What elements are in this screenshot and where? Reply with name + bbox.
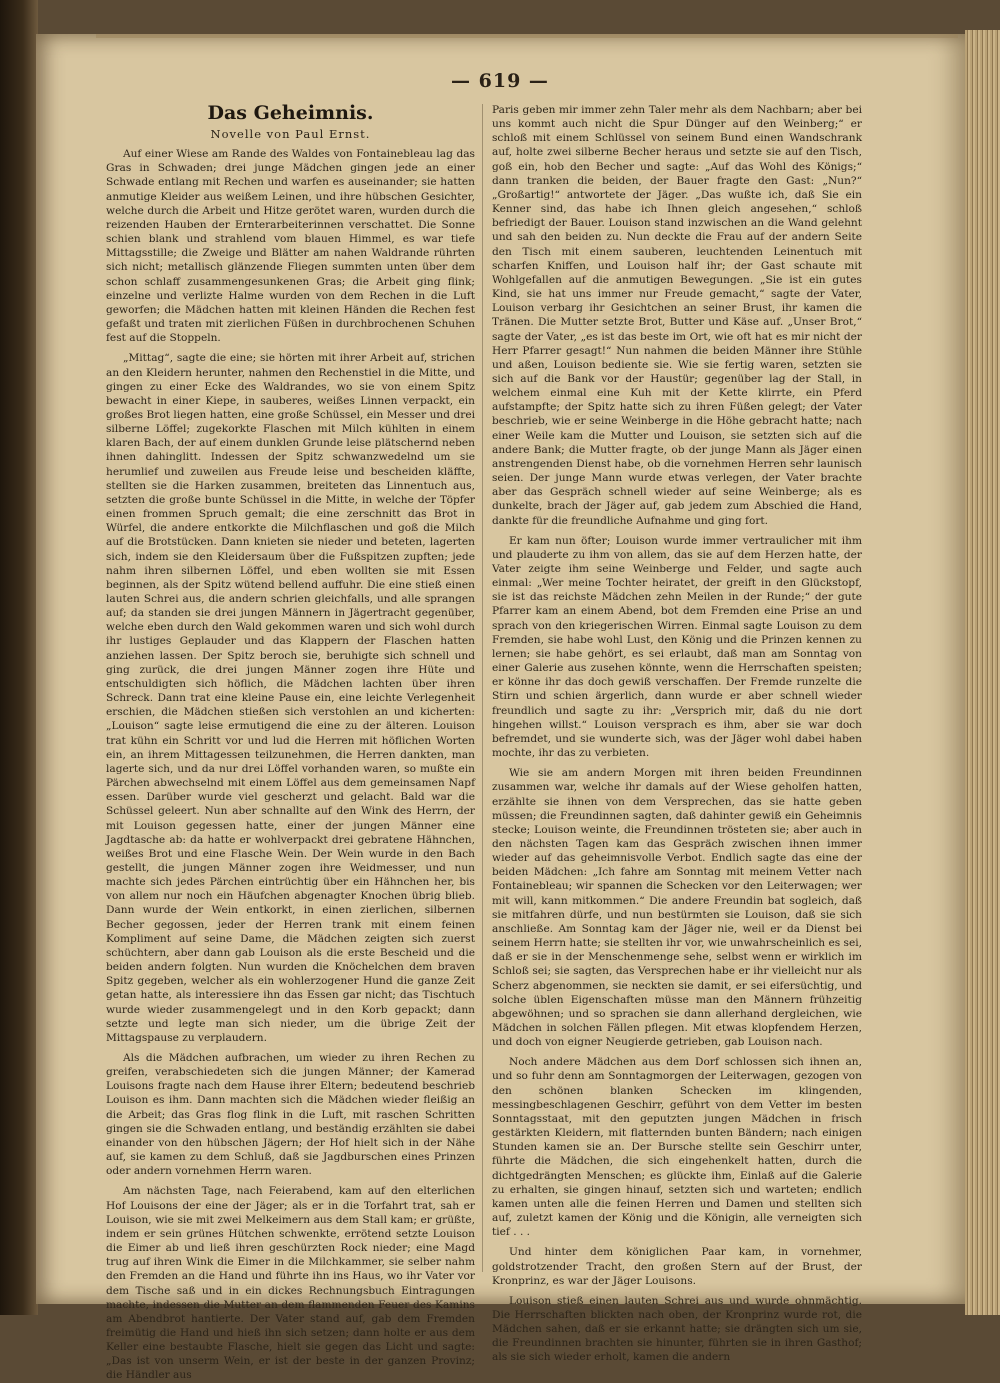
- top-rule: [96, 34, 958, 38]
- paragraph: Louison stieß einen lauten Schrei aus und wurde ohnmächtig. Die Herrschaften blickten nach oben, der Kronprinz wurde rot, die Mädchen sahen, daß er sie erkannt hatte; sie drängten sich um sie, die Freundinnen brachten sie hinunter, führten sie in ihren Gasthof; als sie sich wieder erholt, kamen die andern: [492, 1294, 862, 1364]
- paragraph: Als die Mädchen aufbrachen, um wieder zu ihren Rechen zu greifen, verabschiedeten sich die jungen Männer; der Kamerad Louisons fragte nach dem Hause ihrer Eltern; bedeutend beschrieb Louison es ihm. Dann machten sich die Mädchen wieder fleißig an die Arbeit; das Gras flog flink in die Luft, mit raschen Schritten gingen sie die Schwaden entlang, und beständig erzählten sie dabei einander von den hübschen Jägern; der Hof hielt sich in der Nähe auf, sie kamen zu dem Schluß, daß sie Jagdburschen eines Prinzen oder andern vornehmen Herrn waren.: [106, 1052, 475, 1178]
- paragraph: Noch andere Mädchen aus dem Dorf schlossen sich ihnen an, und so fuhr denn am Sonntagmorgen der Leiterwagen, gezogen von den schönen blanken Schecken im klingenden, messingbeschlagenen Geschirr, geführt von dem Vetter im besten Sonntagsstaat, mit den geputzten jungen Mädchen in frisch gestärkten Kleidern, mit flatternden bunten Bändern; nach einigen Stunden kamen sie an. Der Bursche stellte sein Geschirr unter, führte die Mädchen, die sich eingehenkelt hatten, durch die dichtgedrängten Menschen; es glückte ihm, Einlaß auf die Galerie zu erhalten, sie gingen hinauf, setzten sich und warteten; endlich kamen unten alle die feinen Herren und Damen und stellten sich auf, zuletzt kamen der König und die Königin, alle verneigten sich tief . . .: [492, 1056, 862, 1239]
- page-number: — 619 —: [451, 70, 549, 92]
- paragraph: Wie sie am andern Morgen mit ihren beiden Freundinnen zusammen war, welche ihr damals auf der Wiese geholfen hatten, erzählte sie ihnen von dem Versprechen, das sie hatte geben müssen; die Freundinnen sagten, daß dahinter gewiß ein Geheimnis stecke; Louison weinte, die Freundinnen trösteten sie; aber auch in den nächsten Tagen kam das Gespräch zwischen ihnen immer wieder auf das geheimnisvolle Verbot. Endlich sagte das eine der beiden Mädchen: „Ich fahre am Sonntag mit meinem Vetter nach Fontainebleau; wir spannen die Schecken vor den Leiterwagen; wer mit will, kann mitkommen.“ Die andere Freundin bat sogleich, daß sie mitfahren dürfe, und nun bestürmten sie Louison, daß sie sich anschließe. Am Sonntag kam der Jäger nie, weil er da Dienst bei seinem Herrn hatte; sie stellten ihr vor, wie unwahrscheinlich es sei, daß er sie in der Menschenmenge sehe, selbst wenn er wirklich im Schloß sei; sie sagten, das Versprechen habe er ihr vielleicht nur als Scherz abgenommen, sie neckten sie damit, er sei eifersüchtig, und solche üblen Eigenschaften müsse man den Männern frühzeitig abgewöhnen; und so sprachen sie dann allerhand dergleichen, wie Mädchen in solchen Fällen pflegen. Mit etwas klopfendem Herzen, und doch von eigner Neugierde getrieben, gab Louison nach.: [492, 767, 862, 1049]
- article-title: Das Geheimnis.: [207, 102, 374, 124]
- paragraph: Auf einer Wiese am Rande des Waldes von Fontainebleau lag das Gras in Schwaden; drei junge Mädchen gingen jede an einer Schwade entlang mit Rechen und warfen es auseinander; sie hatten anmutige Kleider aus weißem Leinen, und ihre hübschen Gesichter, welche durch die Arbeit und Hitze gerötet waren, wurden durch die reizenden Hauben der Ernterarbeiterinnen verschattet. Die Sonne schien blank und strahlend vom blauen Himmel, es war tiefe Mittagsstille; die Zweige und Blätter am nahen Waldrande rührten sich nicht; metallisch glänzende Fliegen summten unten über dem schon schlaff zusammengesunkenen Gras; die Arbeit ging flink; einzelne und verlizte Halme wurden von dem Rechen in die Luft geworfen; die Mädchen hatten mit kleinen Händen die Rechen fest gefaßt und traten mit zierlichen Füßen in durchbrochenen Schuhen fest auf die Stoppeln.: [106, 148, 475, 345]
- paragraph: Und hinter dem königlichen Paar kam, in vornehmer, goldstrotzender Tracht, den großen Stern auf der Brust, der Kronprinz, es war der Jäger Louisons.: [492, 1246, 862, 1287]
- right-column: [492, 103, 862, 1365]
- left-column: [106, 102, 475, 1383]
- paragraph: Am nächsten Tage, nach Feierabend, kam auf den elterlichen Hof Louisons der eine der Jäger; als er in die Torfahrt trat, sah er Louison, wie sie mit zwei Melkeimern aus dem Stall kam; er grüßte, indem er sein grünes Hütchen schwenkte, errötend setzte Louison die Eimer ab und ließ ihren geschürzten Rock nieder; eine Magd trug auf ihren Wink die Eimer in die Milchkammer, sie selber nahm den Fremden an die Hand und führte ihn ins Haus, wo ihr Vater vor dem Tische saß und in ein dickes Rechnungsbuch Eintragungen machte, indessen die Mutter an dem flammenden Feuer des Kamins am Abendbrot hantierte. Der Vater stand auf, gab dem Fremden freimütig die Hand und hieß ihn sich setzen; dann holte er aus dem Keller eine bestaubte Flasche, hielt sie gegen das Licht und sagte: „Das ist von unserm Wein, er ist der beste in der ganzen Provinz; die Händler aus: [106, 1185, 475, 1382]
- paragraph: Er kam nun öfter; Louison wurde immer vertraulicher mit ihm und plauderte zu ihm von allem, das sie auf dem Herzen hatte, der Vater zeigte ihm seine Weinberge und Felder, und sagte auch einmal: „Wer meine Tochter heiratet, der greift in den Glückstopf, sie ist das reichste Mädchen zehn Meilen in der Runde;“ der gute Pfarrer kam an einem Abend, bot dem Fremden eine Prise an und sprach von den kriegerischen Wirren. Einmal sagte Louison zu dem Fremden, sie habe wohl Lust, den König und die Prinzen kennen zu lernen; sie habe gehört, es sei erlaubt, daß man am Sonntag von einer Galerie aus zusehen könnte, wenn die Herrschaften speisten; er könne ihr das doch gewiß verschaffen. Der Fremde runzelte die Stirn und schien ärgerlich, dann wurde er aber schnell wieder freundlich und sagte zu ihr: „Versprich mir, daß du nie dort hingehen willst.“ Louison versprach es ihm, aber sie war doch befremdet, und sie wunderte sich, was der Jäger wohl dabei haben mochte, ihr das zu verbieten.: [492, 534, 862, 760]
- paragraph: Paris geben mir immer zehn Taler mehr als dem Nachbarn; aber bei uns kommt auch nicht die Spur Dünger auf den Weinberg;“ er schloß mit einem Schlüssel von seinem Bund einen Wandschrank auf, holte zwei silberne Becher heraus und setzte sie auf den Tisch, goß ein, hob den Becher und sagte: „Auf das Wohl des Königs;“ dann tranken die beiden, der Bauer fragte den Gast: „Nun?“ „Großartig!“ antwortete der Jäger. „Das wußte ich, daß Sie ein Kenner sind, das habe ich Ihnen gleich angesehen,“ schloß befriedigt der Bauer. Louison stand inzwischen an die Wand gelehnt und sah den beiden zu. Nun deckte die Frau auf der andern Seite den Tisch mit einem sauberen, leuchtenden Leinentuch mit scharfen Kniffen, und Louison half ihr; der Gast schaute mit Wohlgefallen auf die anmutigen Bewegungen. „Sie ist ein gutes Kind, sie hat uns immer nur Freude gemacht,“ sagte der Vater, Louison verbarg ihr Gesichtchen an seiner Brust, ihr kamen die Tränen. Die Mutter setzte Brot, Butter und Käse auf. „Unser Brot,“ sagte der Vater, „es ist das beste im Ort, wie oft hat es mir nicht der Herr Pfarrer gesagt!“ Nun nahmen die beiden Männer ihre Stühle und aßen, Louison bediente sie. Wie sie fertig waren, setzten sie sich auf die Bank vor der Haustür; gegenüber lag der Stall, in welchem einmal eine Kuh mit der Kette klirrte, ein Pferd aufstampfte; der Spitz hatte sich zu ihren Füßen gelegt; der Vater beschrieb, wie er seine Weinberge in die Höhe gebracht hatte; nach einer Weile kam die Mutter und Louison, sie setzten sich auf die andere Bank; die Mutter fragte, ob der junge Mann als Jäger einen anstrengenden Dienst habe, ob die vornehmen Herren sehr launisch seien. Der junge Mann wurde etwas verlegen, der Vater brachte aber das Gespräch schnell wieder auf seine Weinberge; als es dunkelte, brach der Jäger auf, gab jedem zum Abschied die Hand, dankte für die freundliche Aufnahme und ging fort.: [492, 104, 862, 527]
- column-divider: [482, 104, 483, 1272]
- article-subtitle: Novelle von Paul Ernst.: [210, 127, 371, 141]
- book-spine-shadow: [0, 0, 38, 1315]
- page-edges: [965, 30, 1000, 1315]
- paragraph: „Mittag“, sagte die eine; sie hörten mit ihrer Arbeit auf, strichen an den Kleidern herunter, nahmen den Rechenstiel in die Mitte, und gingen zu einer Ecke des Waldrandes, wo sie von einem Spitz bewacht in einer Kiepe, in sauberes, weißes Linnen verpackt, ein großes Brot liegen hatten, eine große Schüssel, ein Messer und drei silberne Löffel; zugekorkte Flaschen mit Milch kühlten in einem klaren Bach, der auf einem dunklen Grunde leise plätschernd neben ihnen dahinglitt. Indessen der Spitz schwanzwedelnd um sie herumlief und zuweilen aus Freude leise und bescheiden kläffte, stellten sie die Harken zusammen, breiteten das Linnentuch aus, setzten die große bunte Schüssel in die Mitte, in welche der Töpfer einen frommen Spruch gemalt; die eine zerschnitt das Brot in Würfel, die andere entkorkte die Milchflaschen und goß die Milch auf die Brotstücken. Dann knieten sie nieder und beteten, lagerten sich, indem sie den Kleidersaum über die Fußspitzen zupften; jede nahm ihren silbernen Löffel, und eben wollten sie mit Essen beginnen, als der Spitz wütend bellend auffuhr. Die eine stieß einen lauten Schrei aus, die andern schrien gleichfalls, und alle sprangen auf; da standen sie drei jungen Männern in Jägertracht gegenüber, welche eben durch den Wald gekommen waren und sich wohl durch ihr lustiges Geplauder und das Klappern der Flaschen hatten anziehen lassen. Der Spitz beroch sie, beruhigte sich schnell und ging zurück, die drei jungen Männer zogen ihre Hüte und entschuldigten sich höflich, die Mädchen lachten über ihren Schreck. Dann trat eine kleine Pause ein, eine leichte Verlegenheit erschien, die Mädchen stießen sich verstohlen an und kicherten: „Louison“ sagte leise ermutigend die eine zu der älteren. Louison trat kühn ein Schritt vor und lud die Herren mit höflichen Worten ein, an ihrem Mittagessen teilzunehmen, die Herren dankten, man lagerte sich, und da nur drei Löffel vorhanden waren, so mußte ein Pärchen abwechselnd mit einem Löffel aus dem gemeinsamen Napf essen. Darüber wurde viel gescherzt und gelacht. Bald war die Schüssel geleert. Nun aber schnallte auf den Wink des Herrn, der mit Louison gegessen hatte, einer der jungen Männer eine Jagdtasche ab: da hatte er wohlverpackt drei gebratene Hähnchen, weißes Brot und eine Flasche Wein. Der Wein wurde in den Bach gestellt, die jungen Männer zogen ihre Weidmesser, und nun machte sich jedes Pärchen eintrüchtig über ein Hähnchen her, bis von allem nur noch ein Häufchen abgenagter Knochen übrig blieb. Dann wurde der Wein entkorkt, in einen zierlichen, silbernen Becher gegossen, jeder der Herren trank mit einem feinen Kompliment auf seine Dame, die Mädchen zeigten sich zuerst schüchtern, aber dann gab Louison als die erste Bescheid und die beiden andern folgten. Nun wurden die Knöchelchen dem braven Spitz gegeben, welcher als ein wohlerzogener Hund die ganze Zeit getan hatte, als interessiere ihn das Essen gar nicht; das Tischtuch wurde wieder zusammengelegt und in den Korb gepackt; dann setzte und legte man sich nieder, um die übrige Zeit der Mittagspause zu verplaudern.: [106, 352, 475, 1044]
